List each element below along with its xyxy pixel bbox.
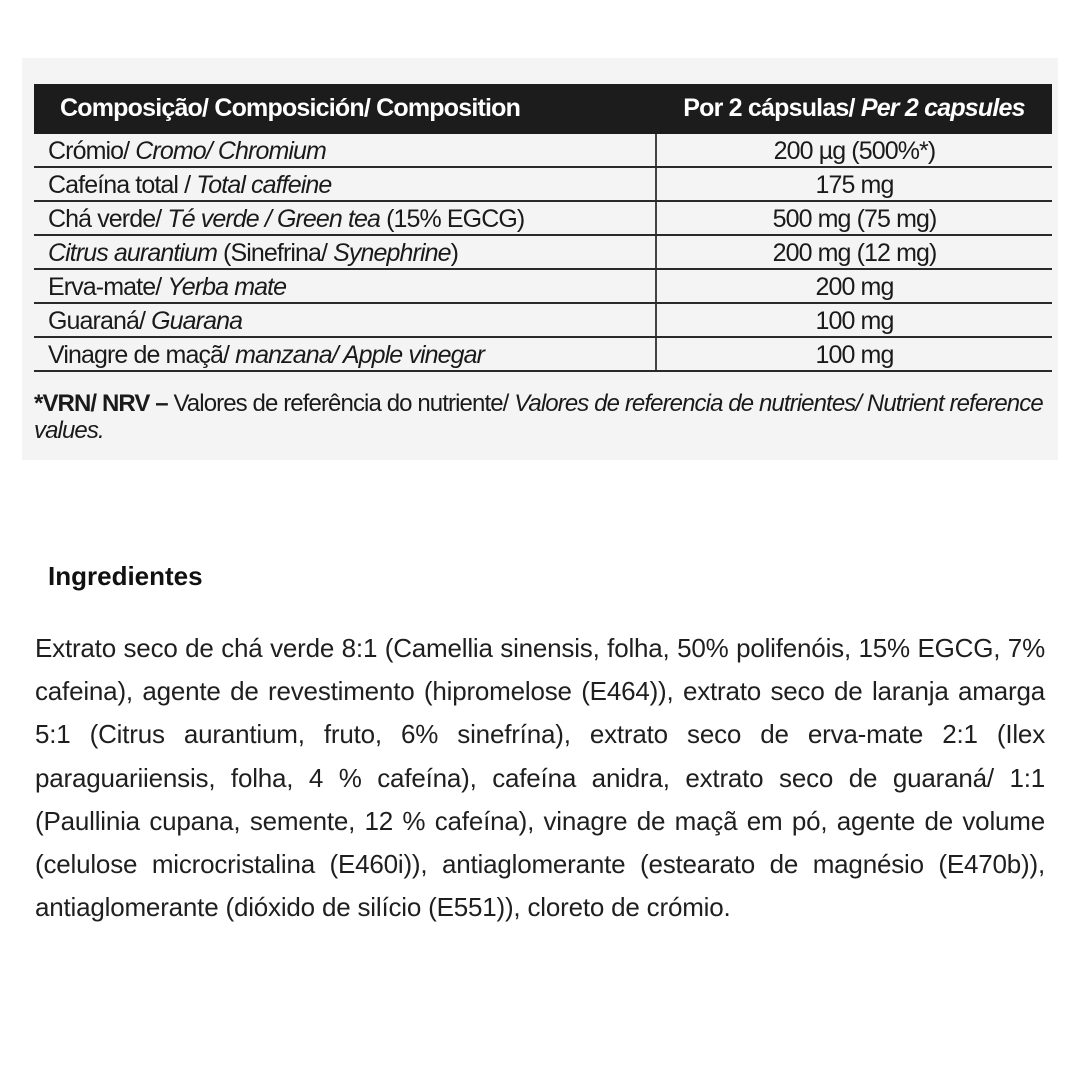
ingredient-amount-cell: 100 mg bbox=[656, 303, 1052, 337]
ingredient-name-cell bbox=[34, 303, 656, 337]
ingredient-name-part: Cromo/ Chromium bbox=[135, 137, 326, 165]
nrv-footnote bbox=[34, 390, 1050, 444]
table-row bbox=[34, 303, 1052, 337]
ingredient-amount-cell: 200 µg (500%*) bbox=[656, 133, 1052, 167]
ingredients-title: Ingredientes bbox=[48, 561, 203, 591]
ingredient-name-part: Yerba mate bbox=[167, 273, 287, 301]
ingredient-name-part: Crómio/ bbox=[48, 137, 136, 165]
ingredient-name-part: Total caffeine bbox=[196, 171, 332, 199]
ingredient-amount-cell: 100 mg bbox=[656, 337, 1052, 371]
footnote-italic: Valores de referencia de nutrientes/ Nutrient reference values. bbox=[34, 390, 1043, 444]
ingredient-name-part: ) bbox=[450, 239, 459, 267]
ingredient-amount-cell: 200 mg bbox=[656, 269, 1052, 303]
table-row bbox=[34, 201, 1052, 235]
ingredient-name-part: Citrus aurantium bbox=[48, 239, 217, 267]
table-row bbox=[34, 337, 1052, 371]
ingredient-name-cell bbox=[34, 167, 656, 201]
table-row bbox=[34, 167, 1052, 201]
ingredient-name-part: Erva-mate/ bbox=[48, 273, 168, 301]
ingredient-amount-cell: 200 mg (12 mg) bbox=[656, 235, 1052, 269]
header-per-capsules-plain: Por 2 cápsulas/ bbox=[683, 93, 861, 122]
ingredient-name-part: Cafeína total / bbox=[48, 171, 197, 199]
footnote-key: *VRN/ NRV – bbox=[34, 390, 174, 417]
ingredient-name-cell bbox=[34, 133, 656, 167]
ingredient-name-part: Té verde / Green tea bbox=[167, 205, 381, 233]
ingredient-name-part: (Sinefrina/ bbox=[217, 239, 334, 267]
ingredient-name-part: Guaraná/ bbox=[48, 307, 152, 335]
ingredient-name-cell bbox=[34, 235, 656, 269]
ingredient-name-part: manzana/ Apple vinegar bbox=[235, 341, 485, 369]
table-row bbox=[34, 133, 1052, 167]
ingredient-name-cell bbox=[34, 337, 656, 371]
ingredient-name-part: Guarana bbox=[151, 307, 243, 335]
ingredient-name-part: Synephrine bbox=[333, 239, 451, 267]
header-per-capsules-italic: Per 2 capsules bbox=[860, 93, 1025, 122]
footnote-plain: Valores de referência do nutriente/ bbox=[173, 390, 515, 417]
ingredient-amount-cell: 175 mg bbox=[656, 167, 1052, 201]
table-row bbox=[34, 235, 1052, 269]
header-composition: Composição/ Composición/ Composition bbox=[34, 84, 656, 133]
header-per-capsules bbox=[656, 84, 1052, 133]
table-row bbox=[34, 269, 1052, 303]
ingredient-name-part: (15% EGCG) bbox=[380, 205, 525, 233]
ingredient-amount-cell: 500 mg (75 mg) bbox=[656, 201, 1052, 235]
ingredient-name-part: Vinagre de maçã/ bbox=[48, 341, 236, 369]
ingredient-name-part: Chá verde/ bbox=[48, 205, 168, 233]
composition-table bbox=[34, 84, 1052, 372]
composition-table-body bbox=[34, 133, 1052, 371]
ingredients-text: Extrato seco de chá verde 8:1 (Camellia sinensis, folha, 50% polifenóis, 15% EGCG, 7% cafeina), agente de revestimento (hipromelose (E464)), extrato seco de laranja amarga 5:1 (Citrus aurantium, fruto, 6% sinefrína), extrato seco de erva-mate 2:1 (Ilex paraguariiensis, folha, 4 % cafeína), cafeína anidra, extrato seco de guaraná/ 1:1 (Paullinia cupana, semente, 12 % cafeína), vinagre de maçã em pó, agente de volume (celulose microcristalina (E460i)), antiaglomerante (estearato de magnésio (E470b)), antiaglomerante (dióxido de silício (E551)), cloreto de crómio. bbox=[35, 633, 1045, 923]
ingredient-name-cell bbox=[34, 201, 656, 235]
table-header-row bbox=[34, 84, 1052, 133]
ingredient-name-cell bbox=[34, 269, 656, 303]
